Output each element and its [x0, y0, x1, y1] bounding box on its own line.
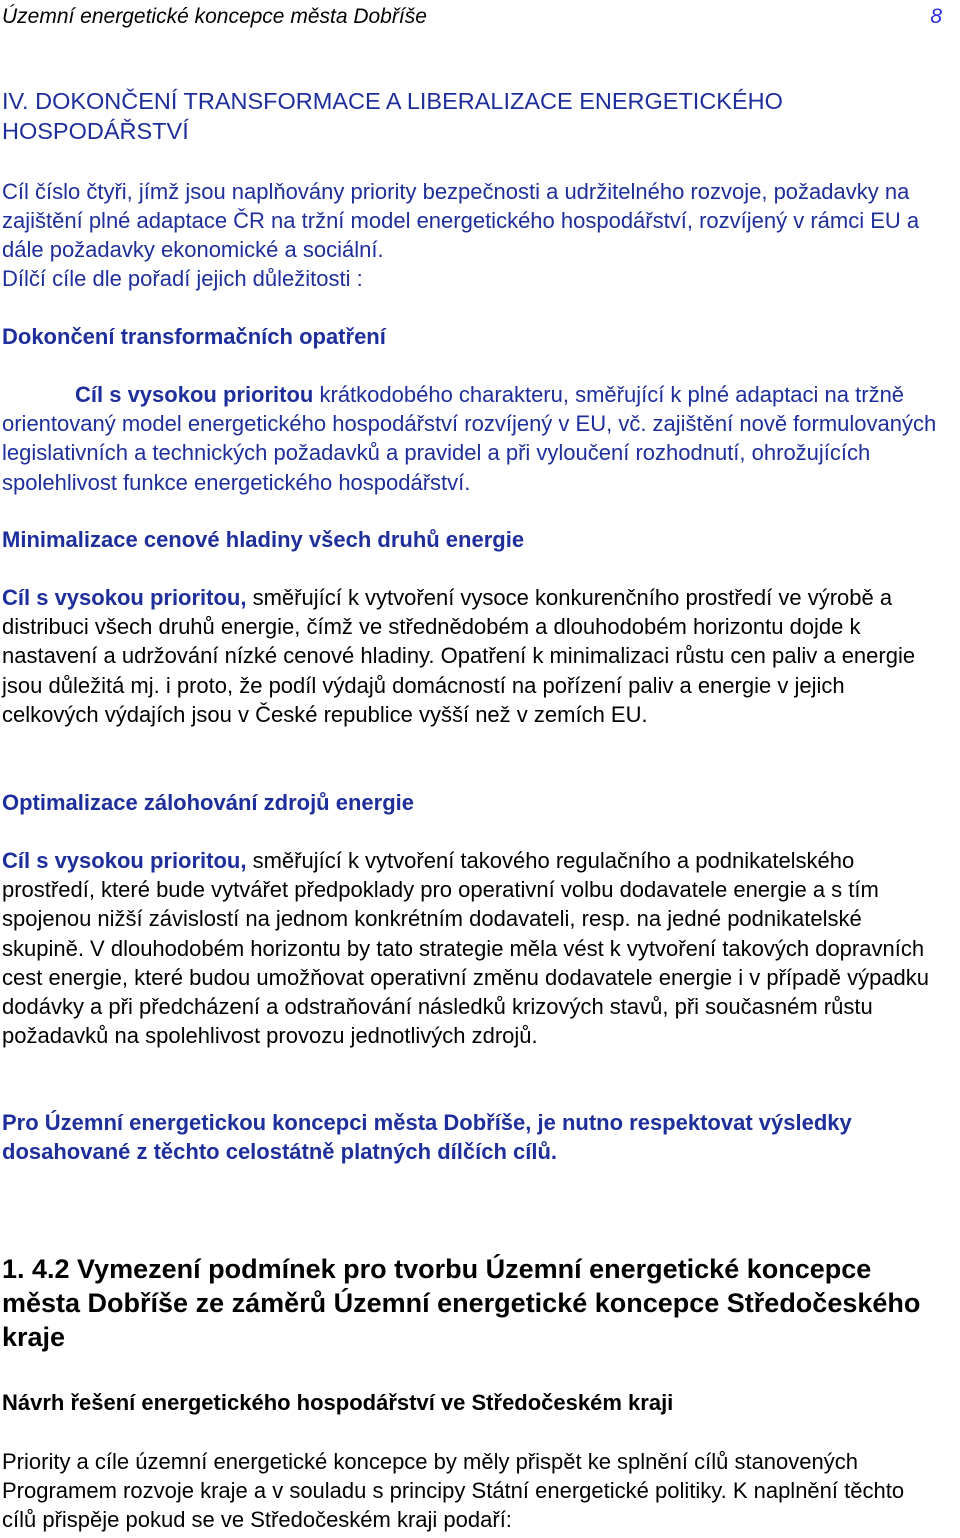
section-heading: IV. DOKONČENÍ TRANSFORMACE A LIBERALIZACE ENERGETICKÉHO HOSPODÁŘSTVÍ: [2, 88, 783, 144]
subgoals-line: Dílčí cíle dle pořadí jejich důležitosti :: [2, 266, 363, 291]
goal-2-text: směřující k vytvoření vysoce konkurenčního prostředí ve výrobě a distribuci všech druhů energie, čímž ve střednědobém a dlouhodobém horizontu dojde k nastavení a udržování nízké cenové hladiny. Opatření k minimalizaci růstu cen paliv a energie jsou důležitá mj. i proto, že podíl výdajů domácností na pořízení paliv a energie v jejich celkových výdajích jsou v České republice vyšší než v zemích EU.: [2, 585, 916, 727]
goal-2-heading: Minimalizace cenové hladiny všech druhů energie: [2, 527, 525, 552]
goal-1-lead: Cíl s vysokou prioritou: [75, 382, 314, 407]
subheading: Návrh řešení energetického hospodářství ve Středočeském kraji: [2, 1390, 674, 1415]
goal-2-paragraph: [2, 583, 937, 729]
closing-paragraph: Priority a cíle územní energetické koncepce by měly přispět ke splnění cílů stanovených Programem rozvoje kraje a v souladu s principy Státní energetické politiky. K naplnění těchto cílů přispěje pokud se ve Středočeském kraji podaří:: [2, 1449, 905, 1533]
conclusion-paragraph: Pro Územní energetickou koncepci města Dobříše, je nutno respektovat výsledky dosahované z těchto celostátně platných dílčích cílů.: [2, 1110, 852, 1165]
goal-3-text: směřující k vytvoření takového regulačního a podnikatelského prostředí, které bude vytvářet předpoklady pro operativní volbu dodavatele energie a s tím spojenou nižší závislostí na jednom konkrétním dodavateli, resp. na jedné podnikatelské skupině. V dlouhodobém horizontu by tato strategie měla vést k vytvoření takových dopravních cest energie, které budou umožňovat operativní změnu dodavatele energie i v případě výpadku dodávky a při předcházení a odstraňování následků krizových stavů, při současném růstu požadavků na spolehlivost provozu jednotlivých zdrojů.: [2, 848, 930, 1049]
intro-paragraph: Cíl číslo čtyři, jímž jsou naplňovány priority bezpečnosti a udržitelného rozvoje, požadavky na zajištění plné adaptace ČR na tržní model energetického hospodářství, rozvíjený v rámci EU a dále požadavky ekonomické a sociální.: [2, 179, 920, 263]
chapter-heading: 1. 4.2 Vymezení podmínek pro tvorbu Územní energetické koncepce města Dobříše ze záměrů Územní energetické koncepce Středočeského kraje: [2, 1254, 921, 1352]
goal-1-heading: Dokončení transformačních opatření: [2, 324, 386, 349]
header-title: Územní energetické koncepce města Dobříše: [2, 5, 427, 28]
goal-1-paragraph: [2, 380, 952, 497]
goal-3-paragraph: [2, 846, 947, 1050]
goal-1-text: krátkodobého charakteru, směřující k plné adaptaci na tržně orientovaný model energetického hospodářství rozvíjený v EU, vč. zajištění nově formulovaných legislativních a technických požadavků a pravidel a při vyloučení rozhodnutí, ohrožujících spolehlivost funkce energetického hospodářství.: [2, 382, 937, 495]
goal-3-lead: Cíl s vysokou prioritou,: [2, 848, 247, 873]
goal-3-heading: Optimalizace zálohování zdrojů energie: [2, 790, 414, 815]
goal-2-lead: Cíl s vysokou prioritou,: [2, 585, 247, 610]
page-number: 8: [930, 5, 942, 28]
page-header: [2, 4, 942, 34]
